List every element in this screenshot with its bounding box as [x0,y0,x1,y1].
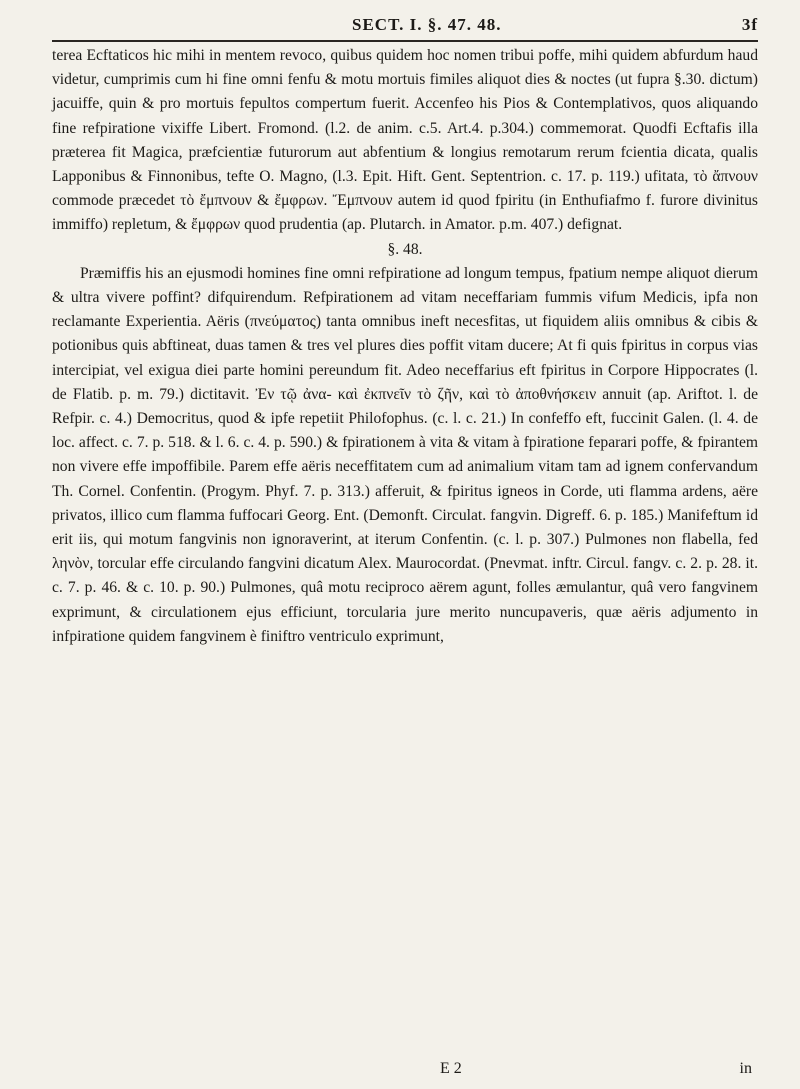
section-number-48: §. 48. [387,240,423,258]
page-header [52,14,758,36]
signature-mark: E 2 [440,1060,462,1077]
header-rule [52,40,758,42]
running-title: SECT. I. §. 47. 48. [352,15,502,34]
catchword: in [739,1060,752,1077]
page-number: 3f [741,15,758,34]
paragraph-47-continuation: terea Ecftaticos hic mihi in mentem revoco, quibus quidem hoc nomen tribui poffe, mihi quidem abfurdum haud videtur, cumprimis cum hi fine omni fenfu & motu mortuis fimiles aliquot dies & noctes (ut fupra §.30. dictum) jacuiffe, quin & pro mortuis fepultos compertum fuerit. Accenfeo his Pios & Contemplativos, quos aliquando fine refpiratione vixiffe Libert. Fromond. (l.2. de anim. c.5. Art.4. p.304.) commemorat. Quodfi Ecftafis illa præterea fit Magica, præfcientiæ futurorum aut abfentium & longius remotarum rerum fcientia dicata, qualis Lapponibus & Finnonibus, tefte O. Magno, (l.3. Epit. Hift. Gent. Septentrion. c. 17. p. 119.) ufitata, τὸ ἄπνουν commode præcedet τὸ ἔμπνουν & ἔμφρων. Ἔμπνουν autem id quod fpiritu (in Enthufiafmo f. furore divinitus immiffo) repletum, & ἔμφρων quod prudentia (ap. Plutarch. in Amator. p.m. 407.) defignat. [52,47,758,234]
paragraph-48: Præmiffis his an ejusmodi homines fine omni refpiratione ad longum tempus, fpatium nempe aliquot dierum & ultra vivere poffint? difquirendum. Refpirationem ad vitam neceffariam fummis vifum Medicis, ipfa non reclamante Experientia. Aëris (πνεύματος) tanta omnibus ineft necesfitas, ut fiquidem aliis omnibus & cibis & potionibus quis abftineat, duas tamen & tres vel plures dies poffit vitam ducere; At fi quis fpiritus in corpus vias intercipiat, vel exigua diei parte homini pereundum fit. Adeo neceffarius eft fpiritus in Corpore Hippocrates (l. de Flatib. p. m. 79.) dictitavit. Ἐν τῷ ἀνα- καὶ ἐκπνεῖν τὸ ζῆν, καὶ τὸ ἀποθνήσκειν annuit (ap. Ariftot. l. de Refpir. c. 4.) Democritus, quod & ipfe repetiit Philofophus. (c. l. c. 21.) In confeffo eft, fuccinit Galen. (l. 4. de loc. affect. c. 7. p. 518. & l. 6. c. 4. p. 590.) & fpirationem à vita & vitam à fpiratione feparari poffe, & fpirantem non vivere effe impoffibile. Parem effe aëris neceffitatem cum ad animalium vitam tam ad ignem confervandum Th. Cornel. Confentin. (Progym. Phyf. 7. p. 313.) afferuit, & fpiritus igneos in Corde, uti flamma ardens, aëre privatos, illico cum flamma fuffocari Georg. Ent. (Demonft. Circulat. fangvin. Digreff. 6. p. 185.) Manifeftum id erit iis, qui motum fangvinis non ignoraverint, at iterum Confentin. (c. l. p. 307.) Pulmones non flabella, fed ληνὸν, torcular effe circulando fangvini dicatum Alex. Maurocordat. (Pnevmat. inftr. Circul. fangv. c. 2. p. 28. it. c. 7. p. 46. & c. 10. p. 90.) Pulmones, quâ motu reciproco aërem agunt, folles æmulantur, quâ vero fangvinem exprimunt, & circulationem ejus efficiunt, torcularia jure merito nuncupaveris, quæ aëris adjumento in infpiratione quidem fangvinem è finiftro ventriculo exprimunt, [52,264,758,645]
body-text [52,44,758,649]
